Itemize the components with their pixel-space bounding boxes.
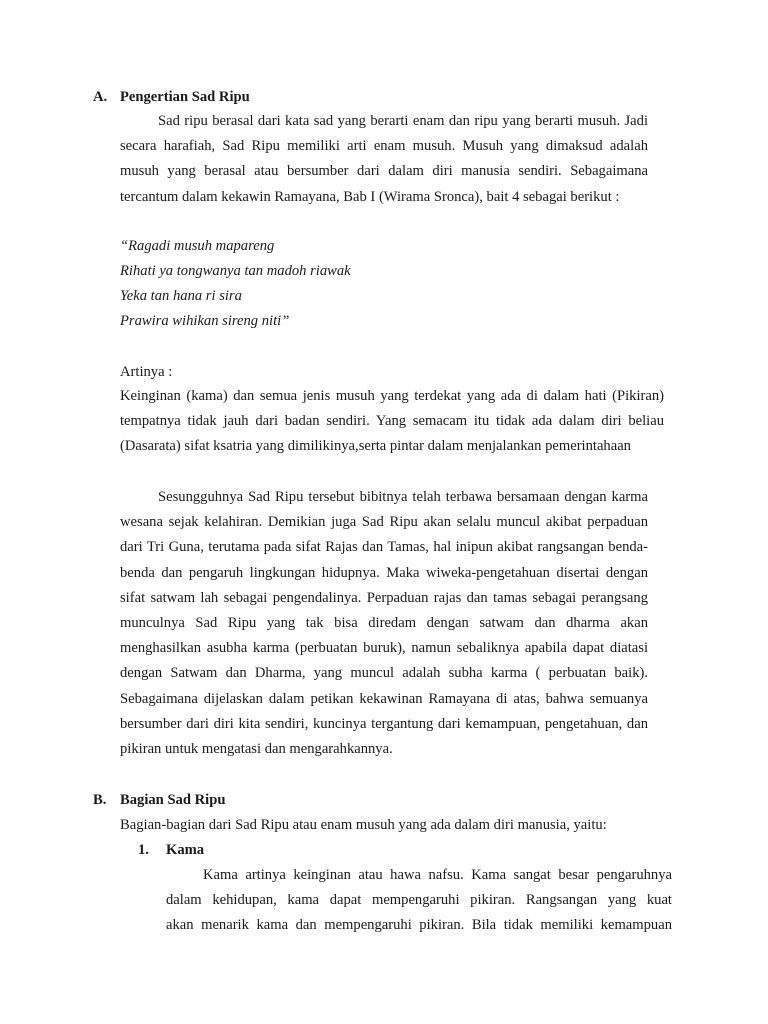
item-1-heading	[138, 838, 204, 863]
paragraph-line: dengan Satwam dan Dharma, yang muncul adalah subha karma ( perbuatan baik).	[120, 665, 648, 682]
paragraph-line: Keinginan (kama) dan semua jenis musuh yang terdekat yang ada di dalam hati (Pikiran)	[120, 388, 664, 404]
section-b-intro: Bagian-bagian dari Sad Ripu atau enam musuh yang ada dalam diri manusia, yaitu:	[120, 817, 607, 833]
item-1-paragraph	[166, 863, 672, 939]
kekawin-verse	[120, 234, 351, 334]
paragraph-line: bersumber dari diri kita sendiri, kuncinya tergantung dari kemampuan, pengetahuan, dan	[120, 715, 648, 732]
paragraph-line: dalam kehidupan, kama dapat mempengaruhi pikiran. Rangsangan yang kuat	[166, 892, 672, 909]
paragraph-line: musuh yang berasal atau bersumber dari dalam diri manusia sendiri. Sebagaimana	[120, 163, 648, 180]
paragraph-line: dari Tri Guna, terutama pada sifat Rajas dan Tamas, hal inipun akibat rangsangan benda-	[120, 539, 648, 556]
paragraph-line: Sad ripu berasal dari kata sad yang berarti enam dan ripu yang berarti musuh. Jadi	[158, 113, 648, 129]
paragraph-line: secara harafiah, Sad Ripu memiliki arti enam musuh. Musuh yang dimaksud adalah	[120, 138, 648, 155]
paragraph-line: wesana sejak kelahiran. Demikian juga Sad Ripu akan selalu muncul akibat perpaduan	[120, 514, 648, 531]
paragraph-line: Sesungguhnya Sad Ripu tersebut bibitnya telah terbawa bersamaan dengan karma	[158, 489, 648, 505]
section-a-intro-paragraph	[120, 109, 648, 210]
verse-line: Yeka tan hana ri sira	[120, 288, 242, 304]
section-a-body-paragraph	[120, 485, 648, 762]
paragraph-line: benda dan pengaruh lingkungan hidupnya. Maka wiweka-pengetahuan disertai dengan	[120, 564, 648, 581]
paragraph-line: akan menarik kama dan mempengaruhi pikiran. Bila tidak memiliki kemampuan	[166, 917, 672, 934]
paragraph-line: tercantum dalam kekawin Ramayana, Bab I (Wirama Sronca), bait 4 sebagai berikut :	[120, 188, 620, 205]
paragraph-line: tempatnya tidak jauh dari badan sendiri. Yang semacam itu tidak ada dalam diri beliau	[120, 413, 664, 430]
meaning-label: Artinya :	[120, 364, 173, 380]
paragraph-line: Kama artinya keinginan atau hawa nafsu. Kama sangat besar pengaruhnya	[203, 867, 672, 883]
paragraph-line: sifat satwam lah sebagai pengendalinya. Perpaduan rajas dan tamas sebagai perangsang	[120, 589, 648, 606]
section-a-title: Pengertian Sad Ripu	[120, 89, 250, 105]
verse-line: “Ragadi musuh mapareng	[120, 238, 275, 254]
paragraph-line: (Dasarata) sifat ksatria yang dimilikinya,serta pintar dalam menjalankan pemerintahaan	[120, 438, 631, 455]
paragraph-line: menghasilkan asubha karma (perbuatan buruk), namun sebaliknya apabila dapat diatasi	[120, 640, 648, 657]
item-1-number: 1.	[138, 842, 149, 858]
section-b-heading	[93, 788, 225, 813]
verse-line: Prawira wihikan sireng niti”	[120, 313, 290, 329]
meaning-paragraph	[120, 384, 664, 460]
section-b-letter: B.	[93, 792, 107, 808]
paragraph-line: munculnya Sad Ripu yang tak bisa diredam dengan satwam dan dharma akan	[120, 615, 648, 632]
section-a-letter: A.	[93, 89, 108, 105]
item-1-title: Kama	[166, 842, 205, 858]
section-a-heading	[93, 85, 250, 110]
verse-line: Rihati ya tongwanya tan madoh riawak	[120, 263, 351, 279]
paragraph-line: Sebagaimana dijelaskan dalam petikan kekawinan Ramayana di atas, bahwa semuanya	[120, 690, 648, 707]
paragraph-line: pikiran untuk mengatasi dan mengarahkannya.	[120, 741, 393, 758]
section-b-title: Bagian Sad Ripu	[120, 792, 226, 808]
